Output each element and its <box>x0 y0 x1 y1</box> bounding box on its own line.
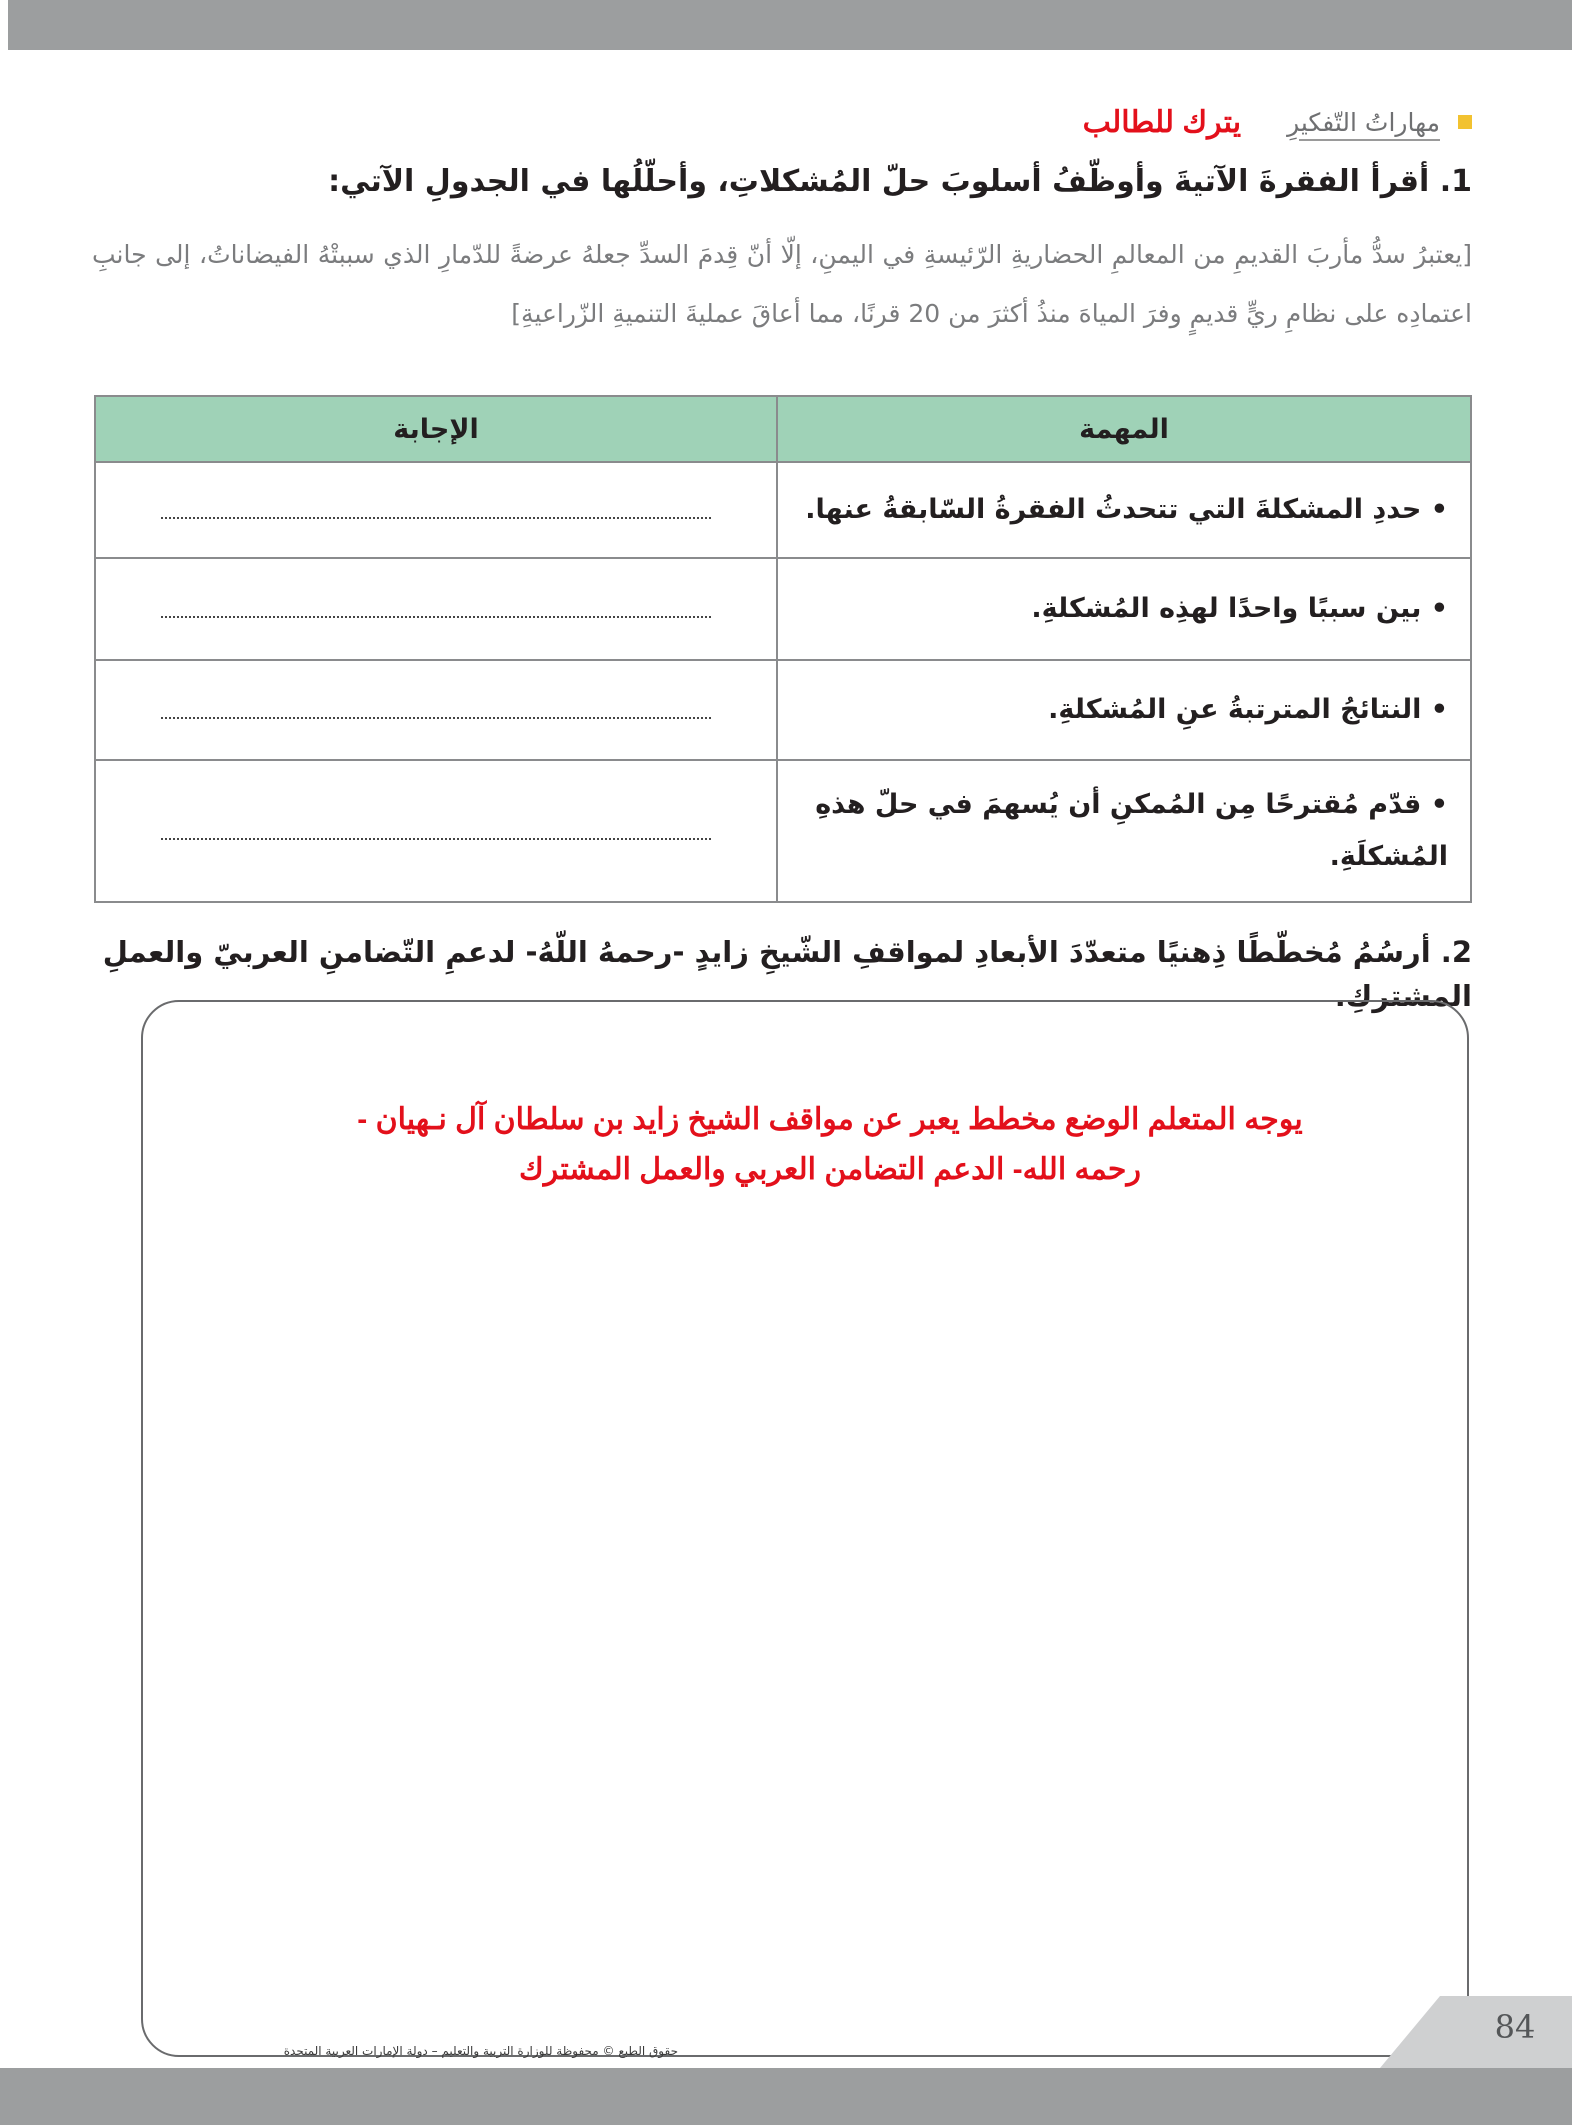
section-header <box>1083 100 1472 144</box>
dotted-answer-line <box>161 828 711 840</box>
task-cell: • قدّم مُقترحًا مِن المُمكنِ أن يُسهمَ في حلّ هذهِ المُشكلَةِ. <box>777 760 1471 902</box>
header-task: المهمة <box>777 396 1471 462</box>
task-table <box>94 395 1472 903</box>
task-cell: • بين سببًا واحدًا لهذِه المُشكلةِ. <box>777 558 1471 660</box>
answer-cell[interactable] <box>95 558 777 660</box>
task-cell: • النتائجُ المترتبةُ عنِ المُشكلةِ. <box>777 660 1471 760</box>
header-answer: الإجابة <box>95 396 777 462</box>
top-gray-bar <box>8 0 1572 50</box>
teacher-note-line-1: يوجه المتعلم الوضع مخطط يعبر عن مواقف الشيخ زايد بن سلطان آل نـهيان - <box>357 1103 1303 1136</box>
section-title: مهاراتُ التّفكيرِ <box>1287 107 1440 137</box>
page-number: 84 <box>1494 2008 1536 2046</box>
dotted-answer-line <box>161 707 711 719</box>
table-row <box>95 760 1471 902</box>
copyright-notice: حقوق الطبع © محفوظة للوزارة التربية والتعليم – دولة الإمارات العربية المتحدة <box>283 2044 678 2058</box>
table-header-row <box>95 396 1471 462</box>
teacher-note-line-2: رحمه الله- الدعم التضامن العربي والعمل المشترك <box>519 1153 1141 1186</box>
bottom-gray-band <box>0 2068 1572 2125</box>
answer-cell[interactable] <box>95 760 777 902</box>
yellow-square-bullet-icon <box>1458 115 1472 129</box>
answer-cell[interactable] <box>95 462 777 558</box>
table-row <box>95 558 1471 660</box>
table-row <box>95 660 1471 760</box>
question-2: 2. أرسُمُ مُخطّطًا ذِهنيًا متعدّدَ الأبعادِ لمواقفِ الشّيخِ زايدٍ -رحمهُ اللّهُ- لدعمِ التّضامنِ العربيّ والعملِ المشتركِ. <box>102 935 1472 1013</box>
table-row <box>95 462 1471 558</box>
question-1: 1. أقرأ الفقرةَ الآتيةَ وأوظّفُ أسلوبَ حلّ المُشكلاتِ، وأحلّلُها في الجدولِ الآتي: <box>328 164 1472 199</box>
passage-text: [يعتبرُ سدُّ مأربَ القديمِ من المعالمِ الحضاريةِ الرّئيسةِ في اليمنِ، إلّا أنّ قِدمَ السدِّ جعلهُ عرضةً للدّمارِ الذي سببتْهُ الفيضاناتُ، إلى جانبِ اعتمادِه على نظامِ ريٍّ قديمٍ وفرَ المياهَ منذُ أكثرَ من 20 قرنًا، مما أعاقَ عمليةَ التنميةِ الزّراعيةِ] <box>92 240 1472 328</box>
task-cell: • حددِ المشكلةَ التي تتحدثُ الفقرةُ السّابقةُ عنها. <box>777 462 1471 558</box>
dotted-answer-line <box>161 606 711 618</box>
student-note: يترك للطالب <box>1082 105 1242 139</box>
dotted-answer-line <box>161 507 711 519</box>
answer-cell[interactable] <box>95 660 777 760</box>
teacher-note <box>250 1095 1410 1195</box>
